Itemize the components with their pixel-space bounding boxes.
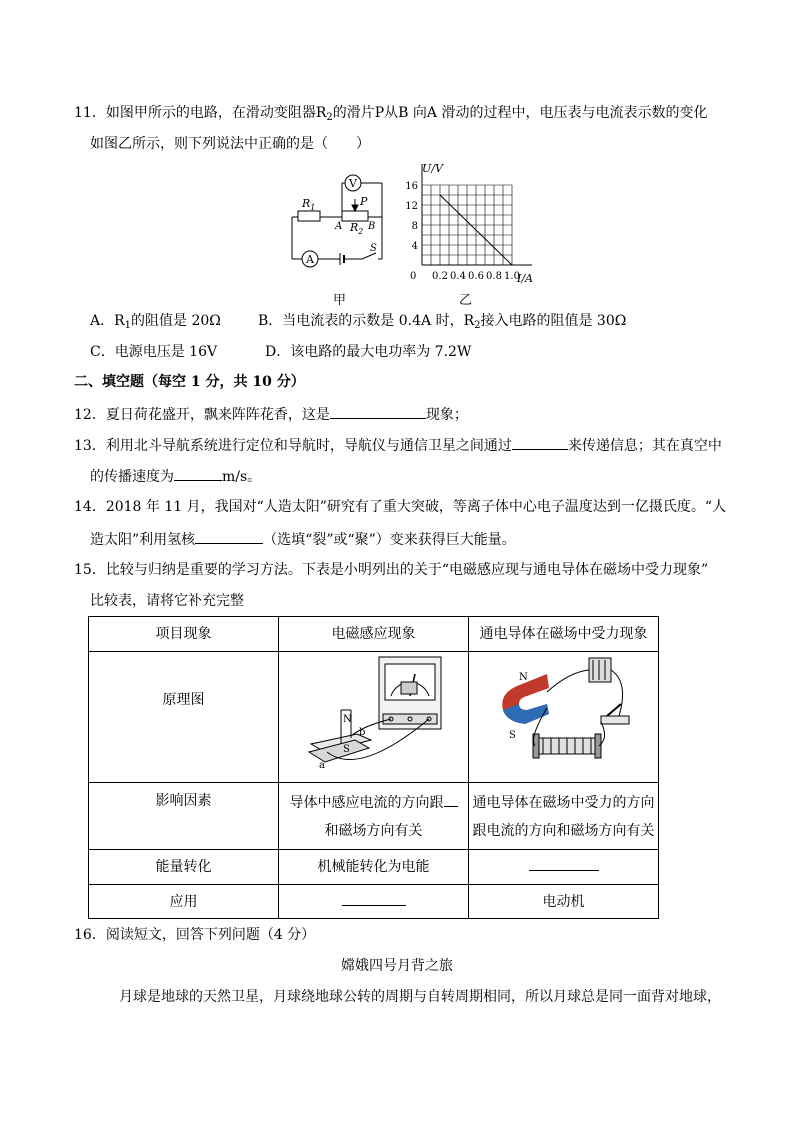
q13-line1: 13．利用北斗导航系统进行定位和导航时，导航仪与通信卫星之间通过 来传递信息；其在真空中 (74, 434, 722, 456)
q14-line1: 14．2018 年 11 月，我国对“人造太阳”研究有了重大突破，等离子体中心电子温度达到一亿摄氏度。“人 (74, 499, 727, 515)
a-label: A (335, 221, 343, 232)
q14-blank (195, 528, 263, 544)
table-cell: 应用 (89, 885, 279, 919)
q11-line1: 11．如图甲所示的电路，在滑动变阻器$R_2$的滑片P从B 向A 滑动的过程中，电压表与电流表示数的变化 (74, 105, 708, 123)
caption-jia: 甲 (333, 293, 347, 308)
table-cell (279, 783, 469, 850)
q15-line1: 15．比较与归纳是重要的学习方法。下表是小明列出的关于“电磁感应现与通电导体在磁场中受力现象” (74, 562, 709, 578)
magnet-s-label: S (342, 744, 350, 755)
magnet-n-label: N (342, 714, 352, 725)
table-cell: 通电导体在磁场中受力的方向 跟电流的方向和磁场方向有关 (469, 783, 659, 850)
x-axis-label: I/A (517, 272, 533, 285)
table-row (89, 652, 659, 783)
voltmeter-label: V (349, 177, 357, 190)
comparison-table (88, 616, 659, 919)
table-cell: 电动机 (469, 885, 659, 919)
x-tick-label: 0.6 (468, 271, 484, 282)
x-tick-label: 0 (410, 271, 417, 282)
q15-line2: 比较表，请将它补充完整 (90, 593, 244, 609)
y-tick-label: 4 (411, 241, 418, 252)
table-cell (469, 652, 659, 783)
table-cell: 能量转化 (89, 850, 279, 885)
table-cell: 原理图 (89, 652, 279, 783)
table-cell (279, 652, 469, 783)
q16-intro: 16．阅读短文，回答下列问题（4 分） (74, 927, 316, 943)
section2-heading: 二、填空题（每空 1 分，共 10 分） (74, 374, 305, 390)
q11-line2: 如图乙所示，则下列说法中正确的是（ ） (90, 136, 370, 152)
s-label: S (370, 243, 377, 254)
q12-blank (330, 403, 426, 419)
ui-graph (396, 160, 538, 285)
b-label: B (368, 221, 376, 232)
table-row (89, 850, 659, 885)
q13-blank1 (512, 434, 568, 450)
table-cell (279, 885, 469, 919)
x-tick-label: 1.0 (504, 271, 520, 282)
table-header: 电磁感应现象 (279, 617, 469, 652)
caption-yi: 乙 (459, 293, 473, 308)
r1-label: $R_1$ (302, 197, 316, 212)
table-header: 项目现象 (89, 617, 279, 652)
q14-line2: 造太阳”利用氢核 （选填“裂”或“聚”）变来获得巨大能量。 (90, 528, 516, 550)
q11-option-c: C．电源电压是 16V (90, 344, 218, 360)
q11-option-d: D．该电路的最大电功率为 7.2W (265, 344, 472, 360)
x-tick-label: 0.4 (450, 271, 466, 282)
y-tick-label: 12 (405, 201, 418, 212)
ammeter-label: A (306, 253, 314, 266)
q11-option-b: B．当电流表的示数是 0.4A 时，$R_2$接入电路的阻值是 30Ω (258, 313, 627, 331)
table-cell (469, 850, 659, 885)
y-axis-label: U/V (422, 162, 443, 175)
factor-line2: 和磁场方向有关 (324, 823, 423, 839)
circuit-diagram (280, 165, 390, 280)
wire-b-label: b (358, 727, 365, 738)
r2-label: $R_2$ (350, 221, 364, 236)
x-tick-label: 0.8 (486, 271, 502, 282)
table-cell: 影响因素 (89, 783, 279, 850)
q11-option-a: A．$R_1$的阻值是 20Ω (90, 313, 221, 331)
induction-apparatus-image (299, 652, 449, 774)
energy-blank (529, 855, 599, 871)
application-blank (342, 890, 406, 906)
y-tick-label: 16 (405, 181, 418, 192)
q12: 12．夏日荷花盛开，飘来阵阵花香，这是 现象； (74, 403, 468, 425)
table-cell: 机械能转化为电能 (279, 850, 469, 885)
wire-a-label: a (318, 760, 325, 771)
y-tick-label: 8 (411, 221, 418, 232)
table-row (89, 617, 659, 652)
q13-blank2 (174, 465, 222, 481)
motor-principle-image (489, 652, 639, 774)
factor-line1: 导体中感应电流的方向跟 (279, 789, 468, 817)
table-row (89, 885, 659, 919)
table-row (89, 783, 659, 850)
magnet-s-label: S (508, 730, 516, 741)
magnet-n-label: N (518, 672, 528, 683)
table-header: 通电导体在磁场中受力现象 (469, 617, 659, 652)
p-label: P (360, 195, 368, 208)
x-tick-label: 0.2 (432, 271, 448, 282)
q16-title: 嫦娥四号月背之旅 (341, 958, 453, 974)
q16-paragraph: 月球是地球的天然卫星，月球绕地球公转的周期与自转周期相同，所以月球总是同一面背对地球， (119, 989, 721, 1005)
q13-line2: 的传播速度为 m/s。 (90, 465, 261, 487)
